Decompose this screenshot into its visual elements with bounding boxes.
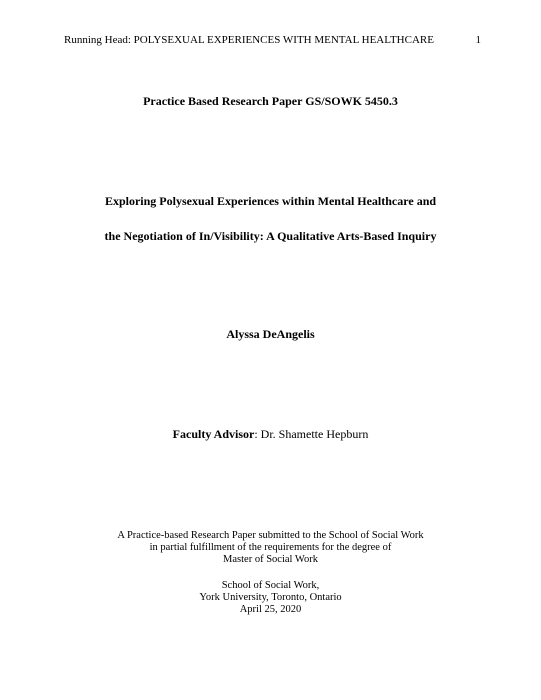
paper-title-line-2: the Negotiation of In/Visibility: A Qualitative Arts-Based Inquiry (104, 229, 437, 243)
running-head: Running Head: POLYSEXUAL EXPERIENCES WITH MENTAL HEALTHCARE (64, 34, 434, 46)
author-name: Alyssa DeAngelis (226, 327, 315, 341)
submission-line: in partial fulfillment of the requirements for the degree of (149, 542, 392, 553)
faculty-advisor-name: : Dr. Shamette Hepburn (254, 427, 369, 441)
school-name: School of Social Work, (221, 580, 320, 591)
paper-title-line-1: Exploring Polysexual Experiences within Mental Healthcare and (104, 194, 437, 208)
school-location: York University, Toronto, Ontario (199, 592, 342, 603)
course-title: Practice Based Research Paper GS/SOWK 5450.3 (143, 94, 398, 108)
submission-line: A Practice-based Research Paper submitted to the School of Social Work (117, 530, 424, 541)
page-number: 1 (475, 34, 481, 46)
school-info (0, 580, 541, 616)
page-header (64, 32, 481, 48)
submission-statement (0, 530, 541, 566)
submission-line: Master of Social Work (223, 554, 318, 565)
faculty-advisor (0, 426, 541, 442)
faculty-advisor-label: Faculty Advisor (172, 427, 255, 441)
submission-date: April 25, 2020 (239, 604, 302, 615)
